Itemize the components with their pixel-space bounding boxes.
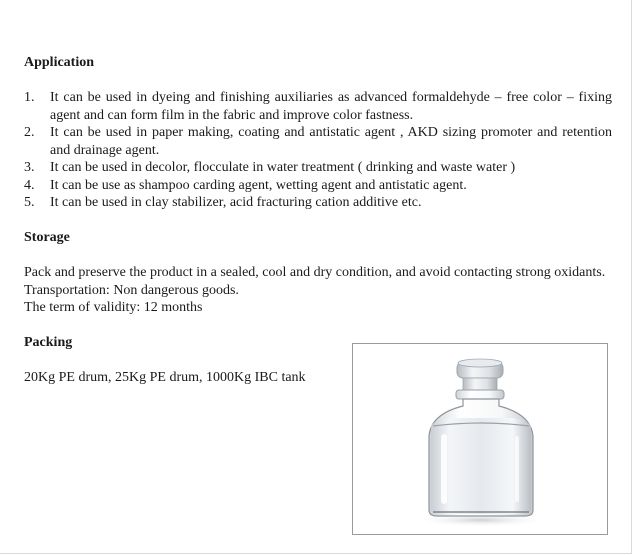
product-bottle-image	[352, 343, 608, 535]
list-number: 3.	[24, 160, 35, 175]
validity-text: The term of validity: 12 months	[24, 300, 203, 315]
storage-heading: Storage	[24, 230, 70, 245]
list-number: 4.	[24, 177, 35, 193]
list-number: 2.	[24, 125, 35, 140]
document-body	[24, 54, 612, 387]
packing-heading: Packing	[24, 335, 73, 350]
list-item	[24, 194, 612, 212]
list-item	[24, 159, 612, 177]
list-text: It can be use as shampoo carding agent, wetting agent and antistatic agent.	[50, 177, 467, 193]
list-text: It can be used in paper making, coating and antistatic agent , AKD sizing promoter and retention and drainage agent.	[50, 125, 612, 158]
list-number: 1.	[24, 90, 35, 105]
list-number: 5.	[24, 195, 35, 210]
transportation-text: Transportation: Non dangerous goods.	[24, 282, 239, 298]
application-list	[24, 89, 612, 212]
list-item	[24, 177, 612, 195]
list-text: It can be used in clay stabilizer, acid fracturing cation additive etc.	[50, 195, 422, 210]
application-heading: Application	[24, 55, 95, 70]
packing-text: 20Kg PE drum, 25Kg PE drum, 1000Kg IBC tank	[24, 370, 306, 385]
list-item	[24, 89, 612, 124]
list-item	[24, 124, 612, 159]
list-text: It can be used in dyeing and finishing auxiliaries as advanced formaldehyde – free color – fixing agent and can form film in the fabric and improve color fastness.	[50, 90, 612, 123]
list-text: It can be used in decolor, flocculate in water treatment ( drinking and waste water )	[50, 160, 516, 175]
storage-conditions: Pack and preserve the product in a sealed, cool and dry condition, and avoid contacting strong oxidants.	[24, 265, 606, 280]
